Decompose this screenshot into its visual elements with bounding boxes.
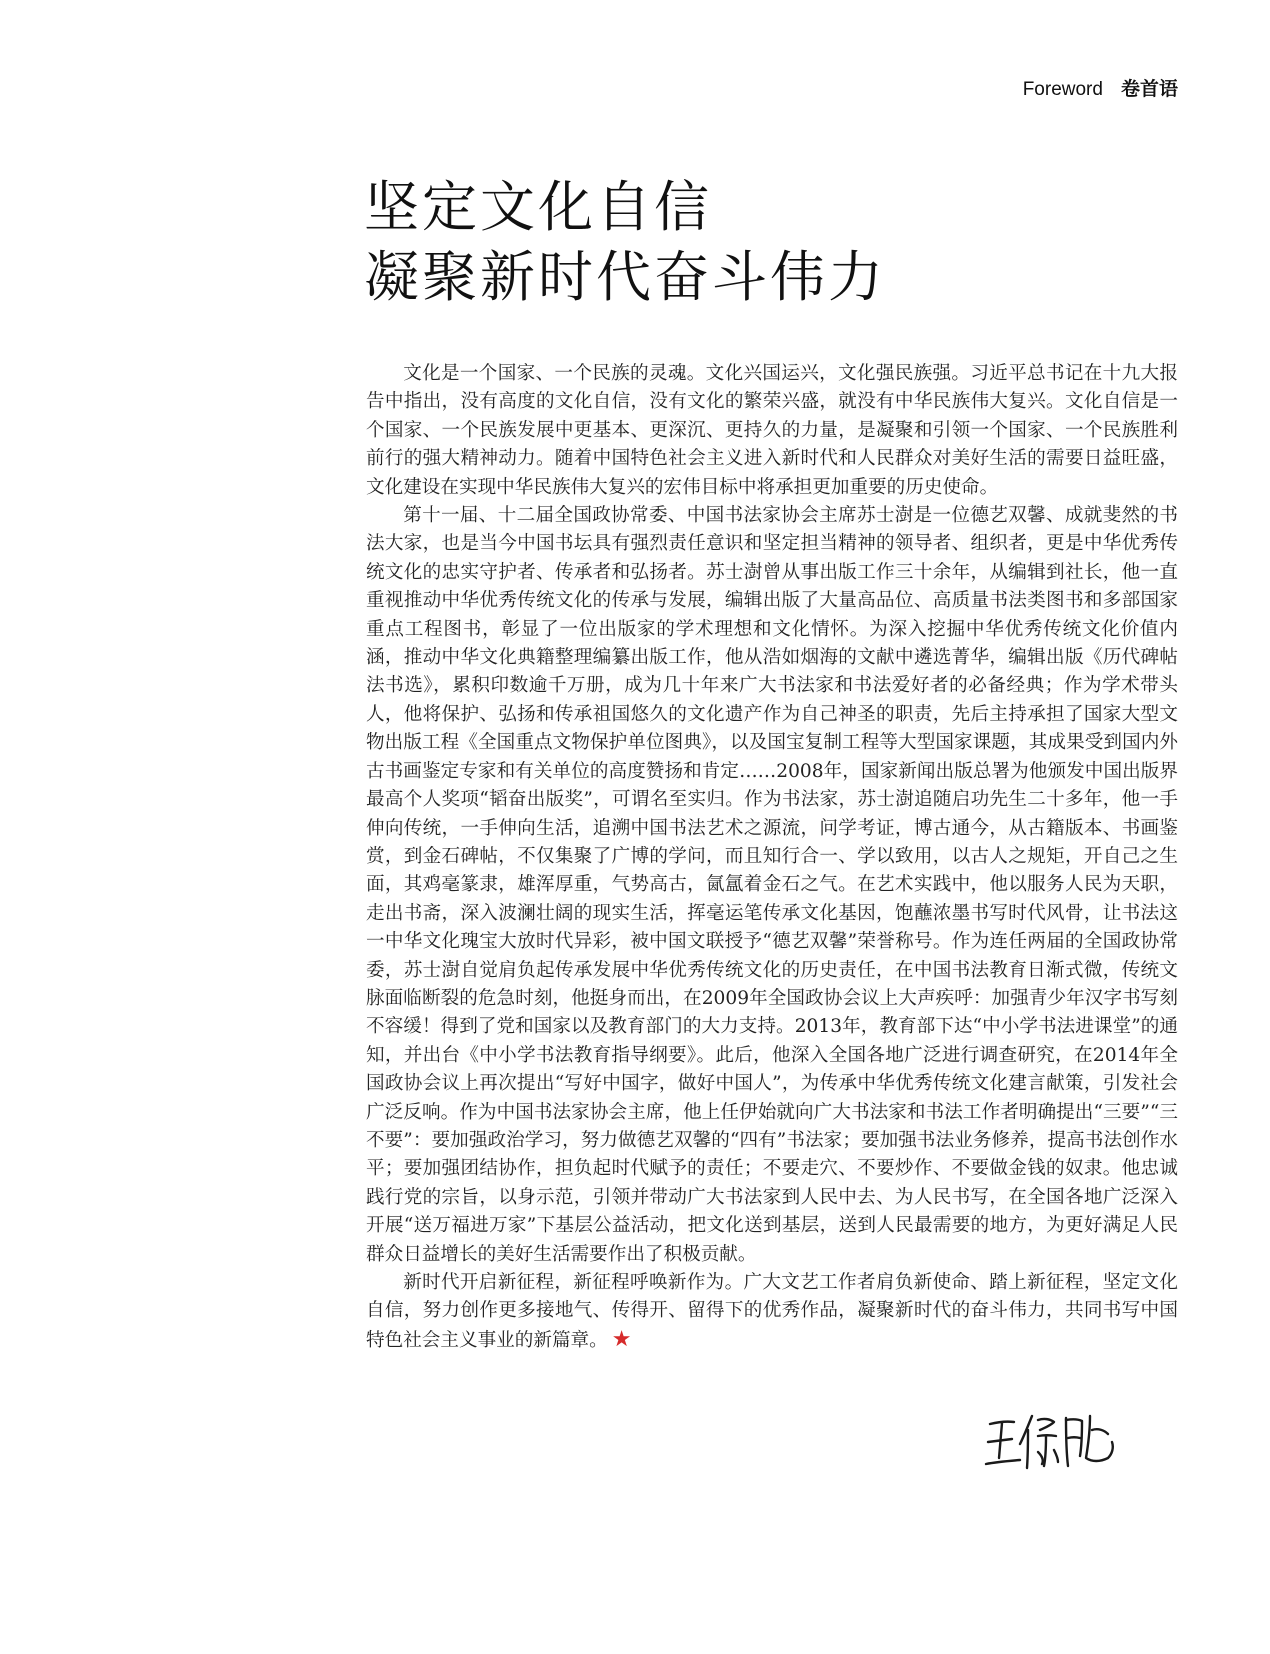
paragraph-3 (366, 1269, 1178, 1355)
header-english: Foreword (1022, 79, 1103, 100)
title-line-1: 坚定文化自信 (364, 175, 713, 239)
paragraph-2 (366, 502, 1178, 1269)
red-star-icon: ★ (611, 1326, 632, 1352)
paragraph-3-text: 新时代开启新征程，新征程呼唤新作为。广大文艺工作者肩负新使命、踏上新征程，坚定文化自信，努力创作更多接地气、传得开、留得下的优秀作品，凝聚新时代的奋斗伟力，共同书写中国特色社会主义事业的新篇章。 (366, 1272, 1178, 1351)
signature-graphic (980, 1408, 1120, 1474)
article-body (366, 360, 1178, 1355)
article-title (364, 172, 1184, 312)
header-chinese: 卷首语 (1120, 78, 1178, 100)
paragraph-1 (366, 360, 1178, 502)
paragraph-1-text: 文化是一个国家、一个民族的灵魂。文化兴国运兴，文化强民族强。习近平总书记在十九大报告中指出，没有高度的文化自信，没有文化的繁荣兴盛，就没有中华民族伟大复兴。文化自信是一个国家、一个民族发展中更基本、更深沉、更持久的力量，是凝聚和引领一个国家、一个民族胜利前行的强大精神动力。随着中国特色社会主义进入新时代和人民群众对美好生活的需要日益旺盛，文化建设在实现中华民族伟大复兴的宏伟目标中将承担更加重要的历史使命。 (366, 363, 1178, 498)
handwritten-signature (980, 1408, 1120, 1474)
title-line-2: 凝聚新时代奋斗伟力 (364, 245, 887, 309)
running-header (1023, 74, 1178, 101)
paragraph-2-text: 第十一届、十二届全国政协常委、中国书法家协会主席苏士澍是一位德艺双馨、成就斐然的书法大家，也是当今中国书坛具有强烈责任意识和坚定担当精神的领导者、组织者，更是中华优秀传统文化的忠实守护者、传承者和弘扬者。苏士澍曾从事出版工作三十余年，从编辑到社长，他一直重视推动中华优秀传统文化的传承与发展，编辑出版了大量高品位、高质量书法类图书和多部国家重点工程图书，彰显了一位出版家的学术理想和文化情怀。为深入挖掘中华优秀传统文化价值内涵，推动中华文化典籍整理编纂出版工作，他从浩如烟海的文献中遴选菁华，编辑出版《历代碑帖法书选》，累积印数逾千万册，成为几十年来广大书法家和书法爱好者的必备经典；作为学术带头人，他将保护、弘扬和传承祖国悠久的文化遗产作为自己神圣的职责，先后主持承担了国家大型文物出版工程《全国重点文物保护单位图典》，以及国宝复制工程等大型国家课题，其成果受到国内外古书画鉴定专家和有关单位的高度赞扬和肯定……2008年，国家新闻出版总署为他颁发中国出版界最高个人奖项“韬奋出版奖”，可谓名至实归。作为书法家，苏士澍追随启功先生二十多年，他一手伸向传统，一手伸向生活，追溯中国书法艺术之源流，问学考证，博古通今，从古籍版本、书画鉴赏，到金石碑帖，不仅集聚了广博的学问，而且知行合一、学以致用，以古人之规矩，开自己之生面，其鸡毫篆隶，雄浑厚重，气势高古，氤氲着金石之气。在艺术实践中，他以服务人民为天职，走出书斋，深入波澜壮阔的现实生活，挥毫运笔传承文化基因，饱蘸浓墨书写时代风骨，让书法这一中华文化瑰宝大放时代异彩，被中国文联授予“德艺双馨”荣誉称号。作为连任两届的全国政协常委，苏士澍自觉肩负起传承发展中华优秀传统文化的历史责任，在中国书法教育日渐式微，传统文脉面临断裂的危急时刻，他挺身而出，在2009年全国政协会议上大声疾呼：加强青少年汉字书写刻不容缓！得到了党和国家以及教育部门的大力支持。2013年，教育部下达“中小学书法进课堂”的通知，并出台《中小学书法教育指导纲要》。此后，他深入全国各地广泛进行调查研究，在2014年全国政协会议上再次提出“写好中国字，做好中国人”，为传承中华优秀传统文化建言献策，引发社会广泛反响。作为中国书法家协会主席，他上任伊始就向广大书法家和书法工作者明确提出“三要”“三不要”：要加强政治学习，努力做德艺双馨的“四有”书法家；要加强书法业务修养，提高书法创作水平；要加强团结协作，担负起时代赋予的责任；不要走穴、不要炒作、不要做金钱的奴隶。他忠诚践行党的宗旨，以身示范，引领并带动广大书法家到人民中去、为人民书写，在全国各地广泛深入开展“送万福进万家”下基层公益活动，把文化送到基层，送到人民最需要的地方，为更好满足人民群众日益增长的美好生活需要作出了积极贡献。 (366, 505, 1178, 1265)
